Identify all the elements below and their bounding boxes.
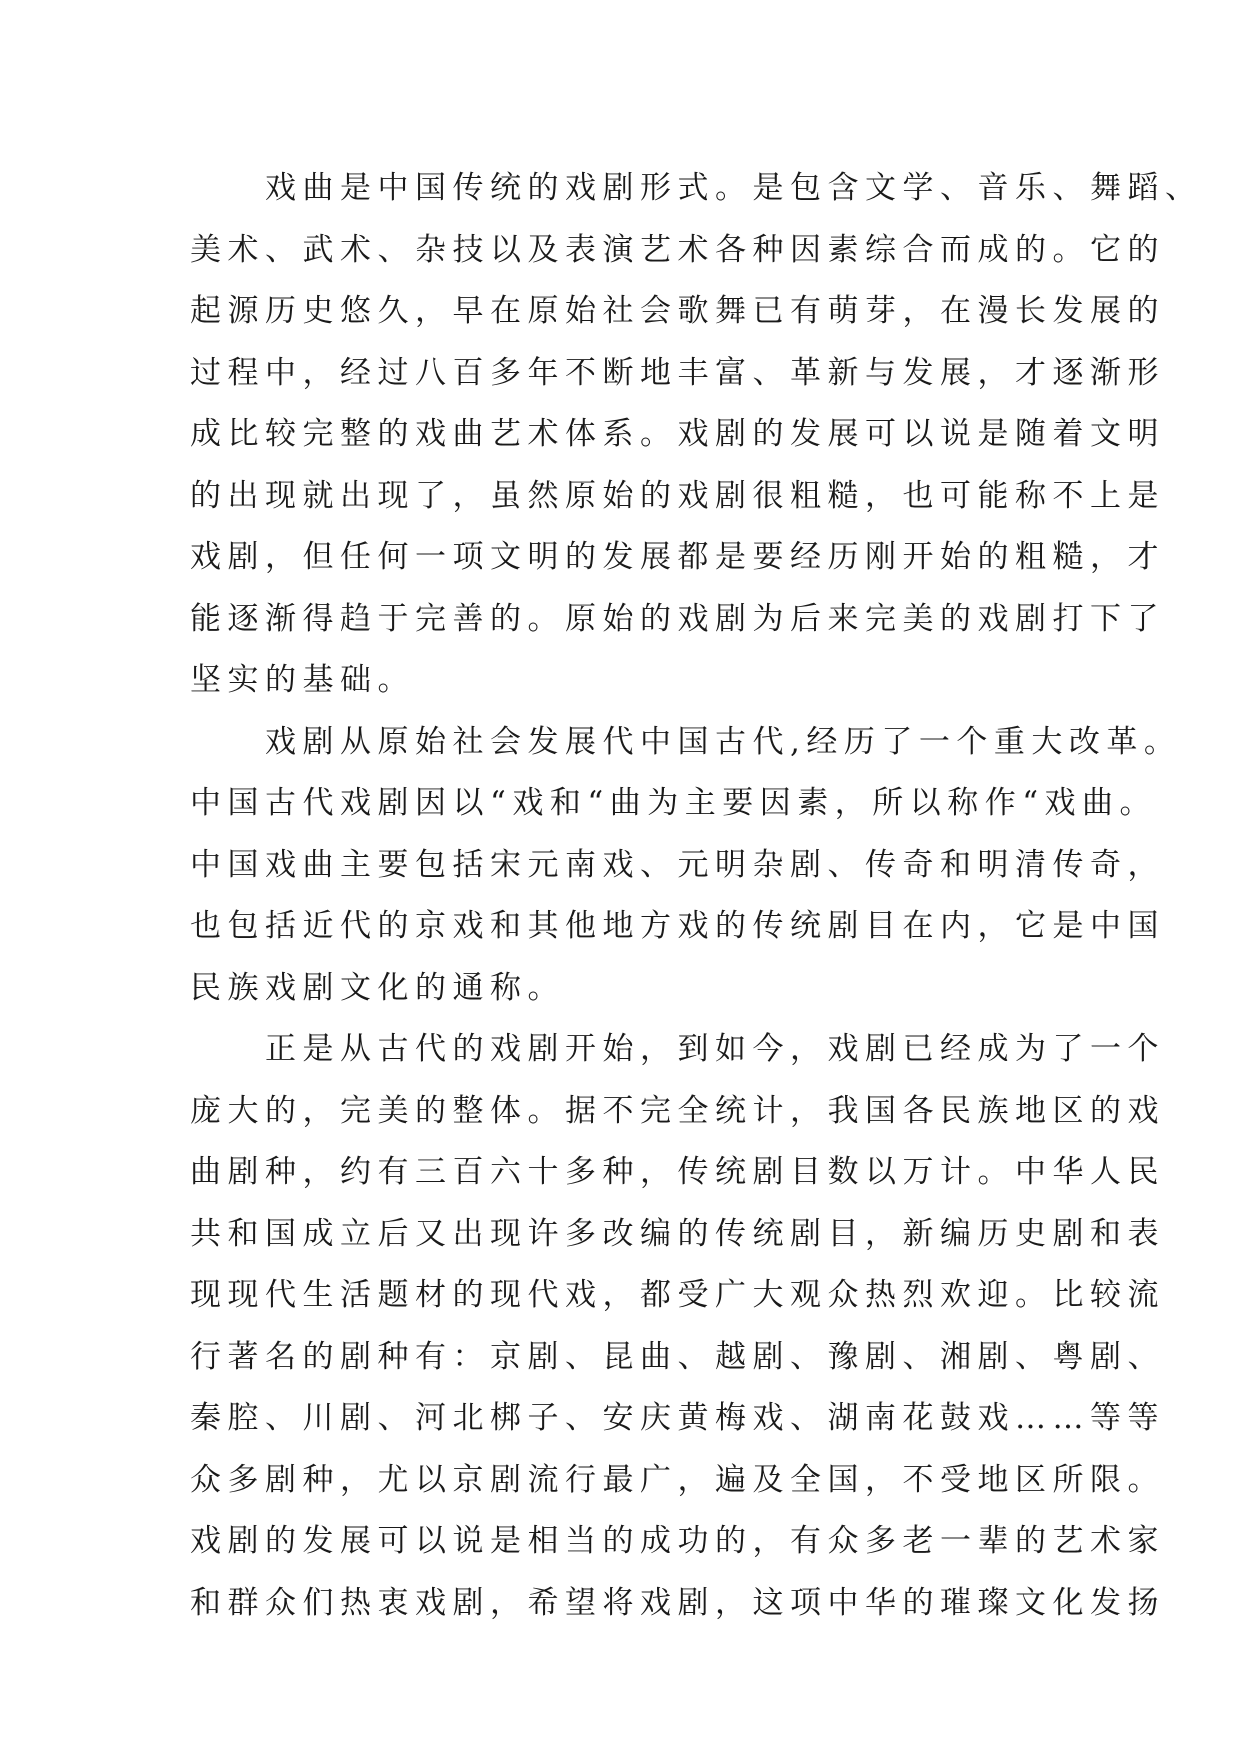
text-line: 和群众们热衷戏剧，希望将戏剧，这项中华的璀璨文化发扬 bbox=[190, 1584, 1165, 1621]
text-line: 戏剧的发展可以说是相当的成功的，有众多老一辈的艺术家 bbox=[190, 1523, 1165, 1559]
text-line: 坚实的基础。 bbox=[190, 662, 415, 698]
text-line: 众多剧种，尤以京剧流行最广，遍及全国，不受地区所限。 bbox=[190, 1461, 1165, 1498]
paragraph-3 bbox=[190, 1019, 1165, 1634]
text-line: 美术、武术、杂技以及表演艺术各种因素综合而成的。它的 bbox=[190, 231, 1165, 268]
text-line: 庞大的，完美的整体。据不完全统计，我国各民族地区的戏 bbox=[190, 1092, 1165, 1129]
paragraph-2 bbox=[190, 712, 1182, 1020]
text-line: 戏曲是中国传统的戏剧形式。是包含文学、音乐、舞蹈、 bbox=[265, 170, 1203, 206]
text-line: 过程中，经过八百多年不断地丰富、革新与发展，才逐渐形 bbox=[190, 354, 1165, 391]
text-line: 戏剧从原始社会发展代中国古代,经历了一个重大改革。 bbox=[265, 723, 1182, 760]
text-line: 也包括近代的京戏和其他地方戏的传统剧目在内，它是中国 bbox=[190, 908, 1165, 944]
text-line: 共和国成立后又出现许多改编的传统剧目，新编历史剧和表 bbox=[190, 1215, 1165, 1252]
text-line: 行著名的剧种有：京剧、昆曲、越剧、豫剧、湘剧、粤剧、 bbox=[190, 1338, 1165, 1375]
text-line: 起源历史悠久，早在原始社会歌舞已有萌芽，在漫长发展的 bbox=[190, 293, 1165, 329]
paragraph-1 bbox=[190, 158, 1203, 712]
text-line: 中国戏曲主要包括宋元南戏、元明杂剧、传奇和明清传奇， bbox=[190, 846, 1165, 883]
text-line: 秦腔、川剧、河北梆子、安庆黄梅戏、湖南花鼓戏……等等 bbox=[190, 1400, 1165, 1436]
text-line: 中国古代戏剧因以“戏和“曲为主要因素，所以称作“戏曲。 bbox=[190, 785, 1158, 821]
text-line: 现现代生活题材的现代戏，都受广大观众热烈欢迎。比较流 bbox=[190, 1277, 1165, 1313]
text-line: 能逐渐得趋于完善的。原始的戏剧为后来完美的戏剧打下了 bbox=[190, 600, 1165, 637]
body-text bbox=[190, 158, 1203, 1634]
text-line: 正是从古代的戏剧开始，到如今，戏剧已经成为了一个 bbox=[265, 1031, 1165, 1067]
text-line: 民族戏剧文化的通称。 bbox=[190, 969, 565, 1006]
text-line: 的出现就出现了，虽然原始的戏剧很粗糙，也可能称不上是 bbox=[190, 477, 1165, 514]
text-line: 曲剧种，约有三百六十多种，传统剧目数以万计。中华人民 bbox=[190, 1154, 1165, 1190]
text-line: 成比较完整的戏曲艺术体系。戏剧的发展可以说是随着文明 bbox=[190, 416, 1165, 452]
text-line: 戏剧，但任何一项文明的发展都是要经历刚开始的粗糙，才 bbox=[190, 539, 1165, 575]
